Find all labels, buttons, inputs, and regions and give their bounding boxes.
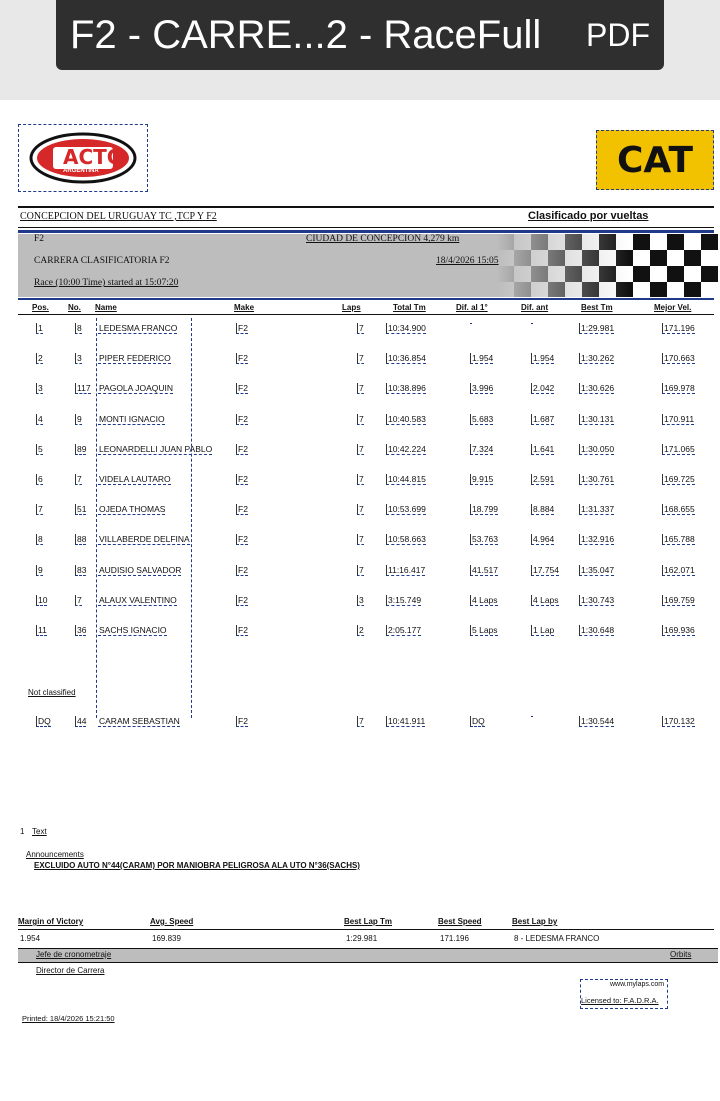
cell-dif-first: 7.324 — [472, 443, 494, 454]
cell-best-speed: 165.788 — [664, 534, 695, 545]
cell-best-speed: 169.725 — [664, 474, 695, 484]
cell-best-time: 1:30.743 — [581, 594, 615, 605]
cell-pos: 7 — [38, 504, 43, 515]
summary-label-margin: Margin of Victory — [18, 917, 84, 926]
cell-best-speed: 171.196 — [664, 323, 695, 333]
summary-best-lap-by: 8 - LEDESMA FRANCO — [514, 934, 600, 943]
document-title-bar — [56, 0, 664, 70]
session-label: CARRERA CLASIFICATORIA F2 — [34, 256, 170, 266]
cell-make: F2 — [238, 353, 248, 364]
cell-no: 7 — [77, 474, 82, 484]
cell-pos: 2 — [38, 353, 43, 364]
summary-label-best-lap: Best Lap Tm — [344, 917, 393, 926]
category-label: F2 — [34, 234, 45, 244]
header-dif-first: Dif. al 1° — [456, 303, 488, 312]
cell-best-time: 1:35.047 — [581, 564, 615, 575]
cell-no: 88 — [77, 534, 87, 545]
cell-pos: 6 — [38, 474, 43, 484]
cell-pos: 5 — [38, 443, 43, 454]
cell-name: LEDESMA FRANCO — [99, 323, 178, 333]
licensed-to-label: Licensed to: F.A.D.R.A. — [581, 996, 659, 1005]
cell-best-time: 1:30.262 — [581, 353, 615, 364]
cell-total: 10:34.900 — [388, 323, 426, 333]
cell-dif-prev: 4.964 — [533, 534, 555, 545]
summary-label-avg-speed: Avg. Speed — [150, 917, 194, 926]
orbits-label: Orbits — [670, 950, 692, 959]
cell-no: 3 — [77, 353, 82, 364]
not-classified-label: Not classified — [28, 688, 76, 697]
cell-best-time: 1:30.050 — [581, 443, 615, 454]
cell-no: 89 — [77, 443, 87, 454]
header-dif-prev: Dif. ant — [521, 303, 549, 312]
cell-best-time: 1:32.916 — [581, 534, 615, 545]
header-no: No. — [68, 303, 81, 312]
cell-laps: 7 — [359, 504, 364, 515]
classification-title: Clasificado por vueltas — [528, 210, 649, 222]
summary-margin: 1.954 — [20, 934, 41, 943]
cell-best-speed: 171.065 — [664, 443, 695, 454]
cat-logo: CAT — [596, 130, 714, 190]
note-marker: 1 — [20, 827, 25, 836]
cell-laps: 7 — [359, 353, 364, 364]
cell-best-speed: 170.132 — [664, 716, 695, 726]
cell-make: F2 — [238, 383, 248, 394]
cell-dif-first: 5 Laps — [472, 625, 498, 635]
actc-logo — [18, 124, 148, 192]
cell-best-speed: 170.911 — [664, 413, 695, 424]
cell-name: VILLABERDE DELFINA — [99, 534, 190, 545]
header-name: Name — [95, 303, 117, 312]
cell-name: CARAM SEBASTIAN — [99, 716, 180, 726]
cell-total: 2:05.177 — [388, 625, 422, 635]
header-pos: Pos. — [32, 303, 49, 312]
venue-name: CONCEPCION DEL URUGUAY TC ,TCP Y F2 — [20, 211, 217, 222]
cell-make: F2 — [238, 474, 248, 484]
cell-make: F2 — [238, 716, 248, 726]
cell-dif-prev — [531, 716, 533, 717]
cell-laps: 7 — [359, 323, 364, 333]
cell-dif-prev — [531, 323, 533, 324]
cell-make: F2 — [238, 534, 248, 545]
cell-name: AUDISIO SALVADOR — [99, 564, 182, 575]
cell-best-speed: 168.655 — [664, 504, 695, 515]
cell-dif-first: 3.996 — [472, 383, 494, 394]
document-title: F2 - CARRE...2 - RaceFull — [70, 12, 542, 57]
cell-make: F2 — [238, 564, 248, 575]
cell-make: F2 — [238, 323, 248, 333]
cell-dif-first — [470, 323, 472, 324]
cell-pos: 8 — [38, 534, 43, 545]
header-make: Make — [234, 303, 255, 312]
cell-laps: 7 — [359, 443, 364, 454]
footer-band — [18, 948, 718, 963]
cell-dif-first: 5.683 — [472, 413, 494, 424]
cell-laps: 2 — [359, 625, 364, 635]
cell-laps: 7 — [359, 534, 364, 545]
cell-make: F2 — [238, 504, 248, 515]
cell-dif-prev: 1.641 — [533, 443, 555, 454]
cell-laps: 7 — [359, 716, 364, 726]
cell-dif-prev: 17.754 — [533, 564, 559, 575]
cell-no: 117 — [77, 383, 91, 394]
cell-make: F2 — [238, 413, 248, 424]
cell-best-speed: 170.663 — [664, 353, 695, 364]
cell-laps: 7 — [359, 474, 364, 484]
cell-laps: 7 — [359, 383, 364, 394]
cell-best-speed: 169.936 — [664, 625, 695, 635]
header-rule — [18, 206, 714, 208]
cell-dif-prev: 1 Lap — [533, 625, 555, 635]
cell-dif-first: 1.954 — [472, 353, 494, 364]
cell-no: 8 — [77, 323, 82, 333]
cell-dif-first: 53.763 — [472, 534, 498, 545]
cell-name: VIDELA LAUTARO — [99, 474, 171, 484]
cell-total: 10:44.815 — [388, 474, 426, 484]
cell-dif-first: 9.915 — [472, 474, 494, 484]
cell-no: 9 — [77, 413, 82, 424]
pdf-format-label: PDF — [586, 16, 650, 53]
cell-best-speed: 162.071 — [664, 564, 695, 575]
cell-laps: 7 — [359, 564, 364, 575]
cell-best-speed: 169.978 — [664, 383, 695, 394]
cell-laps: 7 — [359, 413, 364, 424]
header-best-speed: Mejor Vel. — [654, 303, 692, 312]
summary-best-speed: 171.196 — [440, 934, 469, 943]
cell-best-time: 1:30.626 — [581, 383, 615, 394]
cell-make: F2 — [238, 443, 248, 454]
cell-no: 44 — [77, 716, 87, 726]
cell-total: 10:38.896 — [388, 383, 426, 394]
announcement-text: EXCLUIDO AUTO N°44(CARAM) POR MANIOBRA PELIGROSA ALA UTO N°36(SACHS) — [34, 861, 360, 870]
checkered-flag-icon — [497, 234, 718, 297]
cell-best-time: 1:30.761 — [581, 474, 615, 484]
cell-dif-prev: 1.954 — [533, 353, 555, 364]
cell-total: 10:53.699 — [388, 504, 426, 515]
cell-pos: 9 — [38, 564, 43, 575]
summary-best-lap: 1:29.981 — [346, 934, 378, 943]
cell-no: 83 — [77, 564, 87, 575]
cell-pos: 11 — [38, 625, 47, 635]
cell-total: 10:58.663 — [388, 534, 426, 545]
cell-total: 10:42.224 — [388, 443, 426, 454]
text-label: Text — [32, 827, 47, 836]
cell-name: OJEDA THOMAS — [99, 504, 166, 515]
summary-label-best-speed: Best Speed — [438, 917, 482, 926]
printed-timestamp: Printed: 18/4/2026 15:21:50 — [22, 1014, 115, 1023]
summary-avg-speed: 169.839 — [152, 934, 181, 943]
cell-dif-prev: 2.591 — [533, 474, 555, 484]
timing-head-label: Jefe de cronometraje — [36, 950, 112, 959]
cell-best-time: 1:29.981 — [581, 323, 615, 333]
cell-name: SACHS IGNACIO — [99, 625, 167, 635]
circuit-label: CIUDAD DE CONCEPCION 4,279 km — [306, 234, 460, 244]
cell-no: 51 — [77, 504, 87, 515]
header-laps: Laps — [342, 303, 361, 312]
actc-logo-text: ACTC — [63, 145, 122, 169]
cell-name: ALAUX VALENTINO — [99, 594, 177, 605]
session-datetime: 18/4/2026 15:05 — [436, 256, 499, 266]
pdf-page — [0, 100, 720, 1101]
summary-label-best-lap-by: Best Lap by — [512, 917, 558, 926]
cell-pos: 4 — [38, 413, 43, 424]
cell-name: LEONARDELLI JUAN PABLO — [99, 443, 213, 454]
cell-dif-first: 18.799 — [472, 504, 498, 515]
cell-name: PIPER FEDERICO — [99, 353, 171, 364]
cell-dif-prev: 8.884 — [533, 504, 555, 515]
cell-total: 10:40.583 — [388, 413, 426, 424]
cell-dif-prev: 2.042 — [533, 383, 555, 394]
cell-name: MONTI IGNACIO — [99, 413, 165, 424]
cell-total: 3:15.749 — [388, 594, 422, 605]
cell-total: 11:16.417 — [388, 564, 426, 575]
table-row-not-classified — [0, 716, 720, 730]
cell-pos: 1 — [38, 323, 43, 333]
cell-best-time: 1:31.337 — [581, 504, 615, 515]
cell-make: F2 — [238, 594, 248, 605]
cell-dif-prev: 1.687 — [533, 413, 555, 424]
cell-no: 36 — [77, 625, 87, 635]
cell-dif-first: DQ — [472, 716, 485, 726]
viewer-toolbar — [0, 0, 720, 100]
cell-make: F2 — [238, 625, 248, 635]
actc-logo-country: ARGENTINA — [63, 168, 99, 174]
cell-name: PAGOLA JOAQUIN — [99, 383, 174, 394]
cell-laps: 3 — [359, 594, 364, 605]
cell-dif-first: 4 Laps — [472, 594, 498, 605]
cell-best-time: 1:30.544 — [581, 716, 615, 726]
announcements-label: Announcements — [26, 850, 84, 859]
cell-total: 10:36.854 — [388, 353, 426, 364]
header-best-time: Best Tm — [581, 303, 613, 312]
race-start-info: Race (10:00 Time) started at 15:07:20 — [34, 278, 179, 288]
race-director-label: Director de Carrera — [36, 966, 105, 975]
cell-best-time: 1:30.648 — [581, 625, 615, 635]
cell-pos: 3 — [38, 383, 43, 394]
cell-pos: DQ — [38, 716, 51, 726]
cell-total: 10:41.911 — [388, 716, 426, 726]
cell-dif-prev: 4 Laps — [533, 594, 559, 605]
cell-dif-first: 41.517 — [472, 564, 498, 575]
mylaps-link[interactable]: www.mylaps.com — [610, 981, 665, 988]
header-total: Total Tm — [393, 303, 426, 312]
cell-no: 7 — [77, 594, 82, 605]
cell-pos: 10 — [38, 594, 48, 605]
cell-best-time: 1:30.131 — [581, 413, 615, 424]
cell-best-speed: 169.759 — [664, 594, 695, 605]
